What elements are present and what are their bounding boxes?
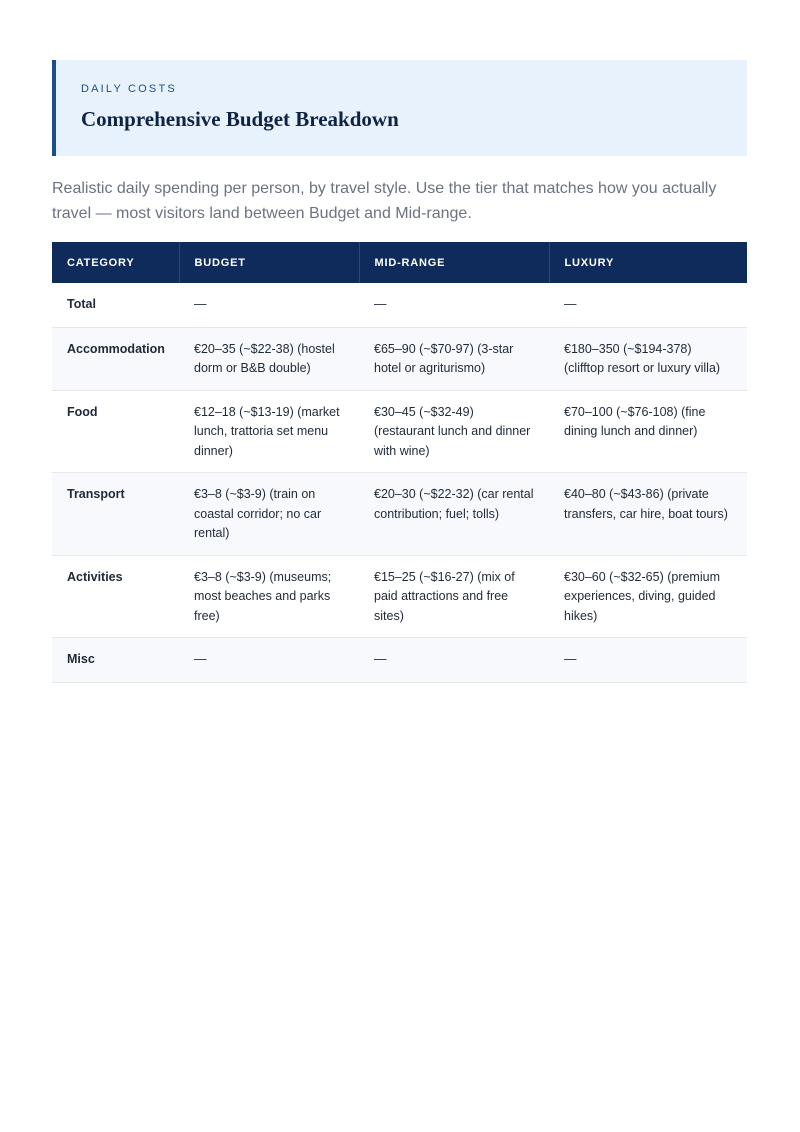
row-category: Transport — [52, 473, 179, 556]
cell-mid-range: €65–90 (~$70-97) (3-star hotel or agriturismo) — [359, 327, 549, 390]
column-header-category: CATEGORY — [52, 242, 179, 283]
cell-mid-range: €15–25 (~$16-27) (mix of paid attractions and free sites) — [359, 555, 549, 638]
cell-mid-range: €30–45 (~$32-49) (restaurant lunch and dinner with wine) — [359, 390, 549, 473]
row-category: Accommodation — [52, 327, 179, 390]
cell-budget: €3–8 (~$3-9) (museums; most beaches and parks free) — [179, 555, 359, 638]
table-row — [52, 283, 747, 327]
cell-mid-range: €20–30 (~$22-32) (car rental contribution; fuel; tolls) — [359, 473, 549, 556]
cell-budget: €12–18 (~$13-19) (market lunch, trattoria set menu dinner) — [179, 390, 359, 473]
table-row — [52, 555, 747, 638]
cell-mid-range: — — [359, 283, 549, 327]
table-header-row — [52, 242, 747, 283]
column-header-luxury: LUXURY — [549, 242, 747, 283]
section-eyebrow: DAILY COSTS — [81, 83, 177, 95]
column-header-mid-range: MID-RANGE — [359, 242, 549, 283]
row-category: Food — [52, 390, 179, 473]
section-header — [52, 60, 747, 156]
cell-mid-range: — — [359, 638, 549, 683]
cell-luxury: — — [549, 283, 747, 327]
table-row — [52, 638, 747, 683]
budget-table — [52, 242, 747, 683]
column-header-budget: BUDGET — [179, 242, 359, 283]
table-row — [52, 473, 747, 556]
row-category: Total — [52, 283, 179, 327]
cell-budget: €3–8 (~$3-9) (train on coastal corridor; no car rental) — [179, 473, 359, 556]
cell-luxury: €30–60 (~$32-65) (premium experiences, diving, guided hikes) — [549, 555, 747, 638]
row-category: Activities — [52, 555, 179, 638]
table-row — [52, 327, 747, 390]
cell-budget: — — [179, 638, 359, 683]
cell-budget: — — [179, 283, 359, 327]
row-category: Misc — [52, 638, 179, 683]
cell-budget: €20–35 (~$22-38) (hostel dorm or B&B double) — [179, 327, 359, 390]
cell-luxury: — — [549, 638, 747, 683]
cell-luxury: €70–100 (~$76-108) (fine dining lunch and dinner) — [549, 390, 747, 473]
intro-paragraph: Realistic daily spending per person, by travel style. Use the tier that matches how you actually travel — most visitors land between Budget and Mid-range. — [52, 180, 717, 222]
cell-luxury: €40–80 (~$43-86) (private transfers, car hire, boat tours) — [549, 473, 747, 556]
cell-luxury: €180–350 (~$194-378) (clifftop resort or luxury villa) — [549, 327, 747, 390]
table-row — [52, 390, 747, 473]
page — [52, 60, 747, 683]
section-title: Comprehensive Budget Breakdown — [81, 107, 399, 131]
